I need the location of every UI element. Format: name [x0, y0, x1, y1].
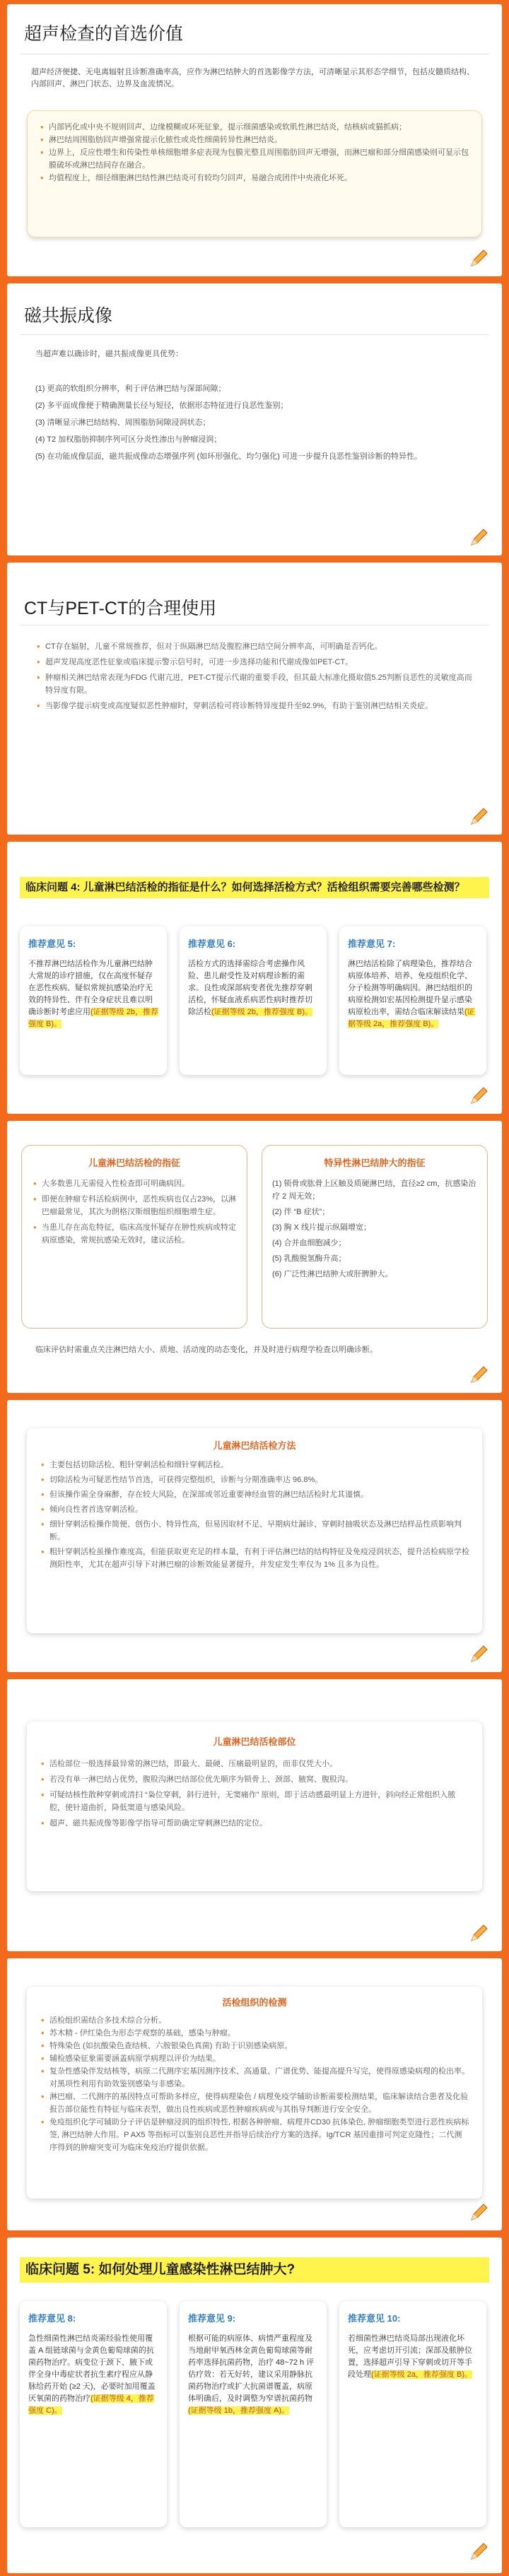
evidence-badge: (证据等级 2b，推荐强度 B)。 [211, 1008, 313, 1016]
list-item: • 活检组织需结合多技术综合分析。 [40, 2014, 469, 2027]
evidence-badge: (证据等级 2a，推荐强度 B)。 [348, 1008, 475, 1028]
list-item: • 粗针穿刺活检虽操作难度高，但能获取更充足的样本量，有利于评估淋巴结的结构特征及免疫浸润状态，提升活检病原学检测阳性率，尤其在超声引导下对淋巴瘤的诊断效能显著提升，并发症发生率仅为 1% 且多为良性。 [40, 1546, 469, 1571]
list-item: • 淋巴结周围脂肪回声增强常提示化脓性或炎性细菌转异性淋巴结炎。 [39, 134, 470, 146]
question-title: 临床问题 4: 儿童淋巴结活检的指征是什么？如何选择活检方式？活检组织需要完善哪些检测？ [20, 877, 489, 898]
pencil-icon [468, 1923, 489, 1944]
pencil-icon [468, 1086, 489, 1107]
list-item: • 特殊染色 (如抗酸染色查结核、六胺银染色真菌) 有助于识别感染病原。 [40, 2040, 469, 2052]
card-body: 急性细菌性淋巴结炎需经验性使用覆盖 A 组链球菌与金黄色葡萄球菌的抗菌药物治疗。病变位于颈下、腋下或伴全身中毒症状者抗生素疗程应从静脉给药开始 (≥2 天)，必要时加用覆盖厌氧菌的药物治疗 [28, 2334, 156, 2403]
list-item: • 苏木精 - 伊红染色为形态学观察的基础，感染与肿瘤。 [40, 2027, 469, 2040]
slide-mri [7, 283, 502, 555]
card-text [188, 2333, 318, 2417]
card-heading: 推荐意见 8: [28, 2313, 76, 2324]
panel-heading: 活检组织的检测 [222, 1997, 287, 2008]
slide-biopsy-indications [7, 1121, 502, 1393]
card-body: 活检方式的选择需综合考虑操作风险、患儿耐受性及对病理诊断的需求。良性或深部病变者优先推荐穿刺活检，怀疑血液系病恶性病时推荐切除活检 [188, 960, 312, 1016]
slide-tissue-testing [7, 1958, 502, 2230]
list-item: • 切除活检为可疑恶性结节首选，可获得完整组织，诊断与分期准确率达 96.8%。 [40, 1474, 469, 1486]
list-item: • 免疫组织化学可辅助分子评估是肿瘤浸润的组织特性, 根据各种肿瘤、病理并CD30 抗体染色, 肿瘤细胞类型进行恶性疾病标签, 淋巴结肿大作用。P AX5 等指标可以鉴别良恶性并指导后续治疗方案的选择。Ig/TCR 基因重排可判定克隆性；二代测序得到的肿瘤突变可为临床免疫治疗提供依据。 [40, 2116, 469, 2154]
list-item: • 可疑结核性散种穿刺或清扫 “枭位穿刺，斜行进针，无窦痛作” 原则，即于活动感最明显上方进针，斜向经正常组织入脓腔，使针道曲折，降低窦道与感染风险。 [40, 1789, 469, 1814]
list-item: (1) 更高的软组织分辨率，利于评估淋巴结与深部间隙； [35, 384, 226, 393]
recommendation-card [339, 2301, 486, 2527]
methods-list [40, 1459, 469, 1571]
recommendation-card [339, 927, 486, 1075]
list-item: • 活检部位一般选择最异常的淋巴结，即最大、最硬、压痛最明显的，而非仅凭大小。 [40, 1758, 469, 1770]
slide-question-4 [7, 842, 502, 1114]
card-text [28, 958, 158, 1030]
list-item: • 淋巴瘤、二代测序的基因特点可帮助多样应，使得病理染色 / 病理免疫学辅助诊断需要检测结果，临床解读结合患者及化验报告部位能性有特征与临床表型，做出良性疾病或恶性肿瘤疾病或与其指导判断进行安全安全。 [40, 2090, 469, 2116]
card-body: 根据可能的病原体、病情严重程度及当地耐甲氧西林金黄色葡萄球菌等耐药率选择抗菌药物，治疗 48~72 h 评估疗效：若无好转，建议采用静脉抗菌药物治疗或扩大抗菌谱覆盖，病原体明确后，及时调整为窄谱抗菌药物 [188, 2334, 315, 2403]
list-item: • 边界上，反应性增生和传染性单核细胞增多症表现为包膜光整且周围脂肪回声无增强，而淋巴瘤和部分细菌感染则可显示包膜破坏或淋巴结间存在融合。 [39, 146, 470, 172]
specific-list [272, 1177, 477, 1281]
list-item: • 辅检感染征象需要涵盖病原学病理以评价为结果。 [40, 2052, 469, 2065]
evidence-badge: (证据等级 4，推荐强度 C)。 [28, 2394, 154, 2415]
list-item: • 大多数患儿无需侵入性检查即可明确病因。 [32, 1177, 237, 1190]
card-text [188, 958, 318, 1018]
page-title: CT与PET-CT的合理使用 [24, 599, 217, 618]
list-item: • 但该操作需全身麻醉，存在较大风险，在深部或邻近重要神经血管的淋巴结活检时尤其谨慎。 [40, 1488, 469, 1501]
card-heading: 推荐意见 7: [348, 939, 396, 949]
slide-question-5 [7, 2237, 502, 2573]
findings-box [27, 110, 482, 237]
panel-heading: 儿童淋巴结活检部位 [213, 1736, 296, 1747]
list-item: (1) 锁骨或肱骨上区触及质硬淋巴结，直径≥2 cm，抗感染治疗 2 周无效； [272, 1180, 476, 1201]
list-item: • 超声发现高度恶性征象或临床提示警示信号时，可进一步选择功能和代谢成像如PET-CT。 [35, 656, 478, 669]
panel-heading: 儿童淋巴结活检方法 [213, 1440, 296, 1451]
list-item: • 当影像学提示病变或高度疑似恶性肿瘤时，穿刺活检可将诊断特异度提升至92.9%，有助于鉴别淋巴结相关炎症。 [35, 700, 478, 712]
card-text [348, 2333, 478, 2381]
page-title: 磁共振成像 [24, 306, 113, 326]
list-item: (3) 胸 X 线片提示纵隔增宽； [272, 1223, 371, 1232]
list-item: (5) 乳酸脱氢酶升高； [272, 1254, 346, 1263]
ct-list [35, 640, 478, 712]
list-item: • 内部钙化或中央不规则回声、边缘模糊或环死征象，提示细菌感染或软肌性淋巴结炎，结核病或猫抓病； [39, 121, 470, 134]
list-item: (2) 多平面成像便于精确测量长径与短径，依据形态特征进行良恶性鉴别； [35, 401, 288, 410]
recommendation-card [20, 927, 167, 1075]
list-item: • 超声、磁共振成像等影像学指导可帮助确定穿刺淋巴结的定位。 [40, 1817, 469, 1830]
list-item: (4) T2 加权脂肪抑制序列可区分炎性渗出与肿瘤浸润； [35, 435, 222, 444]
panel-heading: 儿童淋巴结活检的指征 [88, 1158, 180, 1168]
panel-heading: 特异性淋巴结肿大的指征 [324, 1158, 426, 1168]
card-heading: 推荐意见 9: [188, 2313, 236, 2324]
slide-ultrasound [7, 4, 502, 276]
list-item: • CT存在辐射，儿童不常规推荐，但对于纵隔淋巴结及腹腔淋巴结空间分辨率高，可明确是否钙化。 [35, 640, 478, 653]
list-item: • 若没有单一淋巴结占优势，腹股沟淋巴结部位优先顺序为锁骨上、颈部、腋窝、腹股沟。 [40, 1773, 469, 1786]
site-list [40, 1758, 469, 1830]
list-item: (3) 清晰显示淋巴结结构、周围脂肪间隙浸润状态； [35, 418, 211, 427]
evidence-badge: (证据等级 1b，推荐强度 A)。 [188, 2406, 290, 2415]
list-item: • 主要包括切除活检、粗针穿刺活检和细针穿刺活检。 [40, 1459, 469, 1471]
mri-list [35, 382, 478, 463]
recommendation-card [180, 2301, 327, 2527]
specific-indications-panel [262, 1145, 488, 1329]
divider [20, 334, 489, 335]
methods-panel [27, 1428, 482, 1633]
intro-text: 当超声难以确诊时，磁共振成像更具优势： [35, 350, 183, 358]
testing-list [40, 2014, 469, 2154]
pencil-icon [468, 527, 489, 548]
list-item: (4) 合并血细胞减少； [272, 1239, 346, 1247]
list-item: • 复杂性感染伴发结核等，病原二代测序宏基因测序技术、高通量、广谱优势、能提高提升写完，使得原感染病理的检出率。对黑项性利用有助效鉴别感染与非感染。 [40, 2065, 469, 2090]
slide-ct-petct [7, 563, 502, 835]
list-item: • 肿瘤相关淋巴结常表现为FDG 代谢亢进，PET-CT提示代谢的重要手段，但其最大标准化摄取值5.25判断良恶性的灵敏度高而特异度有限。 [35, 671, 478, 697]
page-title: 超声检查的首选价值 [24, 24, 184, 44]
card-body: 不推荐淋巴结活检作为儿童淋巴结肿大常规的诊疗措施，仅在高度怀疑存在恶性疾病、疑似常规抗感染治疗无效的特异性、伴有全身症状且难以明确诊断时考虑应用 [28, 960, 153, 1016]
card-heading: 推荐意见 5: [28, 939, 76, 949]
indications-panel [21, 1145, 247, 1329]
footer-note: 临床评估时需重点关注淋巴结大小、质地、活动度的动态变化，并及时进行病理学检查以明确诊断。 [35, 1346, 378, 1354]
slide-biopsy-site [7, 1679, 502, 1951]
list-item: • 当患儿存在高危特征，临床高度怀疑存在肿性疾病或特定病原感染，常规抗感染无效时，建议活检。 [32, 1221, 237, 1247]
card-heading: 推荐意见 6: [188, 939, 236, 949]
list-item: • 倾向良性者首选穿刺活检。 [40, 1503, 469, 1516]
pencil-icon [468, 806, 489, 828]
slide-biopsy-methods [7, 1400, 502, 1672]
card-heading: 推荐意见 10: [348, 2313, 401, 2324]
list-item: • 均值程度上，细径细胞淋巴结性淋巴结炎可有较均匀回声，易融合成团伴中央液化坏死。 [39, 172, 470, 184]
intro-text: 超声经济便捷、无电离辐射且诊断准确率高，应作为淋巴结肿大的首选影像学方法，可清晰显示其形态学细节，包括皮髓质结构、内部回声、淋巴门状态、边界及血流情况。 [31, 68, 474, 88]
findings-list [39, 121, 470, 184]
list-item: (5) 在功能成像层面，磁共振成像动态增强序列 (如环形强化、均匀强化) 可进一步提升良恶性鉴别诊断的特异性。 [35, 452, 422, 461]
list-item: • 即便在肿瘤专科活检病例中，恶性疾病也仅占23%，以淋巴瘤最常见，其次为朗格汉斯细胞组织细胞增生症。 [32, 1193, 237, 1218]
card-text [348, 958, 478, 1030]
recommendation-card [180, 927, 327, 1075]
card-body: 淋巴结活检除了病理染色，推荐结合病原体培养、培养、免疫组织化学、分子检测等明确病因。淋巴结组织的病原检测如宏基因检测提升显示感染病原检出率，需结合临床解读结果 [348, 960, 472, 1016]
list-item: • 细针穿刺活检操作简便、创伤小、特异性高，但易因取材不足、早期病灶漏诊、穿刺时抽吸状态及淋巴结样品性质影响判断。 [40, 1518, 469, 1543]
pencil-icon [468, 1365, 489, 1386]
card-text [28, 2333, 158, 2417]
list-item: (6) 广泛性淋巴结肿大或肝脾肿大。 [272, 1270, 393, 1278]
recommendation-card [20, 2301, 167, 2527]
pencil-icon [468, 248, 489, 269]
testing-panel [27, 1987, 482, 2199]
evidence-badge: (证据等级 2a，推荐强度 B)。 [371, 2370, 473, 2379]
pencil-icon [468, 2202, 489, 2223]
evidence-badge: (证据等级 2b，推荐强度 B)。 [28, 1008, 158, 1028]
pencil-icon [468, 2541, 489, 2563]
card-body: 若细菌性淋巴结炎局部出现液化坏死，应考虑切开引流；深部及脓肿位置，选择超声引导下穿刺或切开等手段处理 [348, 2334, 472, 2379]
list-item: (2) 伴 “B 症状”； [272, 1208, 330, 1216]
site-panel [27, 1722, 482, 1891]
question-title: 临床问题 5: 如何处理儿童感染性淋巴结肿大? [20, 2257, 489, 2283]
indications-list [32, 1177, 237, 1247]
pencil-icon [468, 1644, 489, 1665]
